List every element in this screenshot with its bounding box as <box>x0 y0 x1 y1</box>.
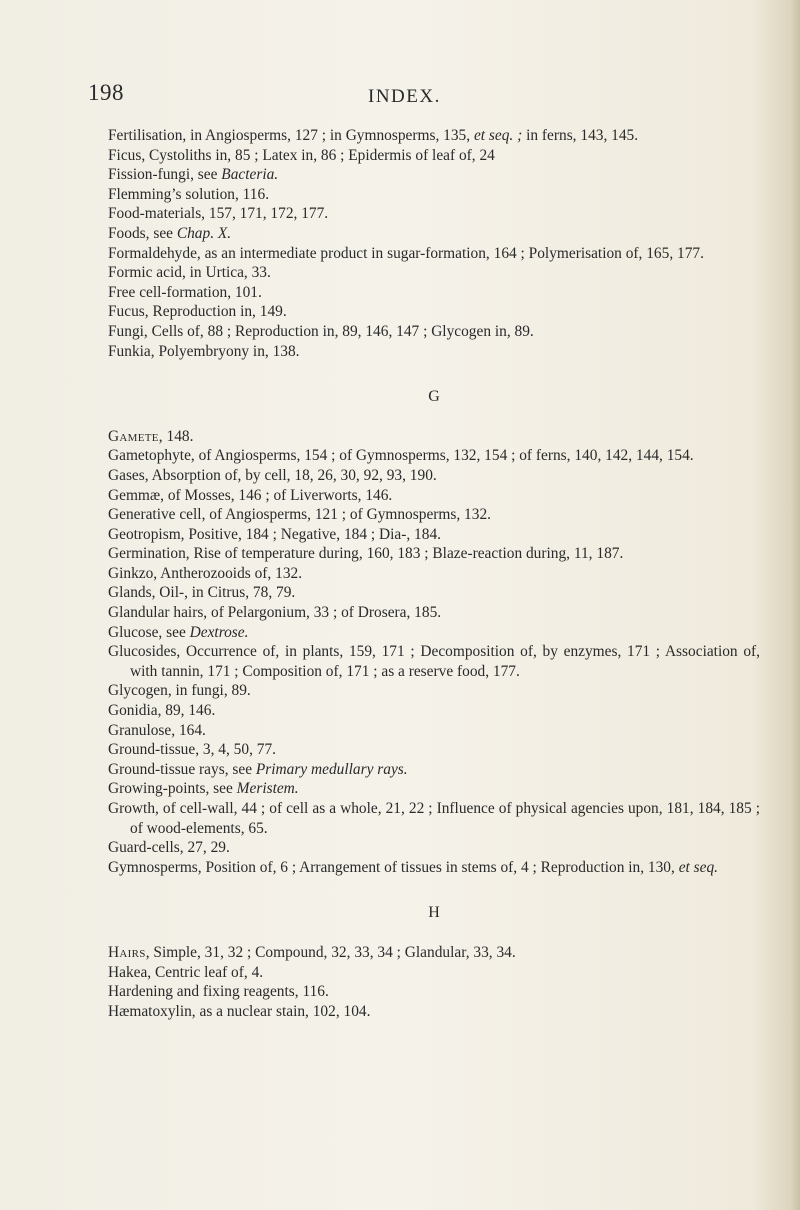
entry-text: Foods, see <box>108 224 177 242</box>
index-entry-flemmings-solution <box>108 185 760 205</box>
entry-text: Germination, Rise of temperature during, 160, 183 ; Blaze-reaction during, 11, 187. <box>108 545 624 563</box>
entry-text: Glucosides, Occurrence of, in plants, 159, 171 ; Decomposition of, by enzymes, 171 ; Association of, with tannin, 171 ; Composition of, 171 ; as a reserve food, 177. <box>108 643 760 680</box>
entry-text: Hairs <box>108 943 146 961</box>
index-entry-formic-acid <box>108 263 760 283</box>
index-entry-glandular-hairs <box>108 603 760 623</box>
entry-text: Gonidia, 89, 146. <box>108 702 216 720</box>
entry-text: Food-materials, 157, 171, 172, 177. <box>108 205 329 223</box>
entry-text: Gymnosperms, Position of, 6 ; Arrangement of tissues in stems of, 4 ; Reproduction in, 130, <box>108 858 679 876</box>
entry-text: Ficus, Cystoliths in, 85 ; Latex in, 86 ; Epidermis of leaf of, 24 <box>108 146 495 164</box>
entry-text: Fucus, Reproduction in, 149. <box>108 303 287 321</box>
entry-text: Funkia, Polyembryony in, 138. <box>108 342 300 360</box>
index-entry-hardening <box>108 982 760 1002</box>
index-entry-glucosides <box>108 642 760 681</box>
page-edge <box>790 0 800 1210</box>
index-entry-ginkzo <box>108 564 760 584</box>
index-entry-hakea <box>108 963 760 983</box>
index-entry-ground-tissue <box>108 740 760 760</box>
section-letter-g: G <box>428 388 440 406</box>
index-entry-glucose <box>108 623 760 643</box>
entry-text: Ground-tissue rays, see <box>108 760 256 778</box>
entry-text: Gemmæ, of Mosses, 146 ; of Liverworts, 146. <box>108 486 393 504</box>
index-entry-growth <box>108 799 760 838</box>
entry-text: Flemming’s solution, 116. <box>108 185 270 203</box>
entry-text: Glands, Oil-, in Citrus, 78, 79. <box>108 584 296 602</box>
index-entry-fucus <box>108 302 760 322</box>
entry-text: Hæmatoxylin, as a nuclear stain, 102, 104. <box>108 1002 371 1020</box>
entry-text: Bacteria. <box>221 166 279 184</box>
page-header <box>0 0 800 110</box>
entry-text: Meristem. <box>236 780 299 798</box>
index-entry-free-cell-formation <box>108 283 760 303</box>
index-entry-food-materials <box>108 204 760 224</box>
index-entry-gemmae <box>108 486 760 506</box>
index-entry-fertilisation <box>108 126 760 146</box>
index-entry-ficus <box>108 146 760 166</box>
entry-text: Gametophyte, of Angiosperms, 154 ; of Gymnosperms, 132, 154 ; of ferns, 140, 142, 144, 154. <box>108 447 694 465</box>
entry-text: Chap. X. <box>176 224 232 242</box>
index-entry-gymnosperms <box>108 858 760 878</box>
entry-text: , 148. <box>158 427 194 445</box>
entry-text: Formic acid, in Urtica, 33. <box>108 264 271 282</box>
entry-text: Fertilisation, in Angiosperms, 127 ; in Gymnosperms, 135, <box>108 127 474 144</box>
entry-text: Geotropism, Positive, 184 ; Negative, 184 ; Dia-, 184. <box>108 525 441 543</box>
index-entry-glycogen <box>108 681 760 701</box>
entry-text: Formaldehyde, as an intermediate product in sugar-formation, 164 ; Polymerisation of, 165, 177. <box>108 244 704 262</box>
index-entry-gonidia <box>108 701 760 721</box>
entry-text: Fungi, Cells of, 88 ; Reproduction in, 89, 146, 147 ; Glycogen in, 89. <box>108 322 534 340</box>
entry-text: Growth, of cell-wall, 44 ; of cell as a whole, 21, 22 ; Influence of physical agencies upon, 181, 184, 185 ; of wood-elements, 65. <box>108 800 760 837</box>
entry-text: Granulose, 164. <box>108 721 206 739</box>
entry-text: Gases, Absorption of, by cell, 18, 26, 30, 92, 93, 190. <box>108 466 437 484</box>
section-letter-h: H <box>428 904 440 922</box>
index-entry-glands <box>108 583 760 603</box>
entry-text: et seq. ; <box>473 127 523 144</box>
index-entry-growing-points <box>108 779 760 799</box>
index-entry-fungi <box>108 322 760 342</box>
index-entry-hairs <box>108 943 760 963</box>
page-number: 198 <box>88 80 124 105</box>
index-entry-germination <box>108 544 760 564</box>
index-entry-ground-tissue-rays <box>108 760 760 780</box>
index-entry-generative-cell <box>108 505 760 525</box>
index-entry-foods <box>108 224 760 244</box>
entry-text: Hakea, Centric leaf of, 4. <box>108 963 264 981</box>
entry-text: Dextrose. <box>189 623 249 641</box>
index-entry-guard-cells <box>108 838 760 858</box>
index-entry-haematoxylin <box>108 1002 760 1022</box>
index-entry-fission-fungi <box>108 165 760 185</box>
entry-text: et seq. <box>678 858 719 876</box>
index-entry-gases <box>108 466 760 486</box>
entry-text: Ground-tissue, 3, 4, 50, 77. <box>108 741 277 759</box>
entry-text: Primary medullary rays. <box>255 760 408 778</box>
entry-text: Guard-cells, 27, 29. <box>108 839 230 857</box>
entry-text: Glycogen, in fungi, 89. <box>108 682 251 700</box>
entry-text: Growing-points, see <box>108 780 237 798</box>
entry-text: Free cell-formation, 101. <box>108 283 262 301</box>
index-entry-funkia <box>108 342 760 362</box>
index-entry-gametophyte <box>108 446 760 466</box>
entry-text: Ginkzo, Antherozooids of, 132. <box>108 564 303 582</box>
index-entry-granulose <box>108 721 760 741</box>
entry-text: Generative cell, of Angiosperms, 121 ; of Gymnosperms, 132. <box>108 506 491 524</box>
index-entry-gamete <box>108 427 760 447</box>
entry-text: in ferns, 143, 145. <box>522 127 639 144</box>
index-entry-formaldehyde <box>108 244 760 264</box>
index-body <box>108 126 760 1021</box>
entry-text: Glandular hairs, of Pelargonium, 33 ; of Drosera, 185. <box>108 604 442 622</box>
entry-text: Gamete <box>108 427 159 445</box>
entry-text: Hardening and fixing reagents, 116. <box>108 983 329 1001</box>
running-head: INDEX. <box>368 86 441 107</box>
entry-text: Glucose, see <box>108 623 190 641</box>
entry-text: , Simple, 31, 32 ; Compound, 32, 33, 34 ; Glandular, 33, 34. <box>145 943 516 961</box>
entry-text: Fission-fungi, see <box>108 166 222 184</box>
index-entry-geotropism <box>108 525 760 545</box>
